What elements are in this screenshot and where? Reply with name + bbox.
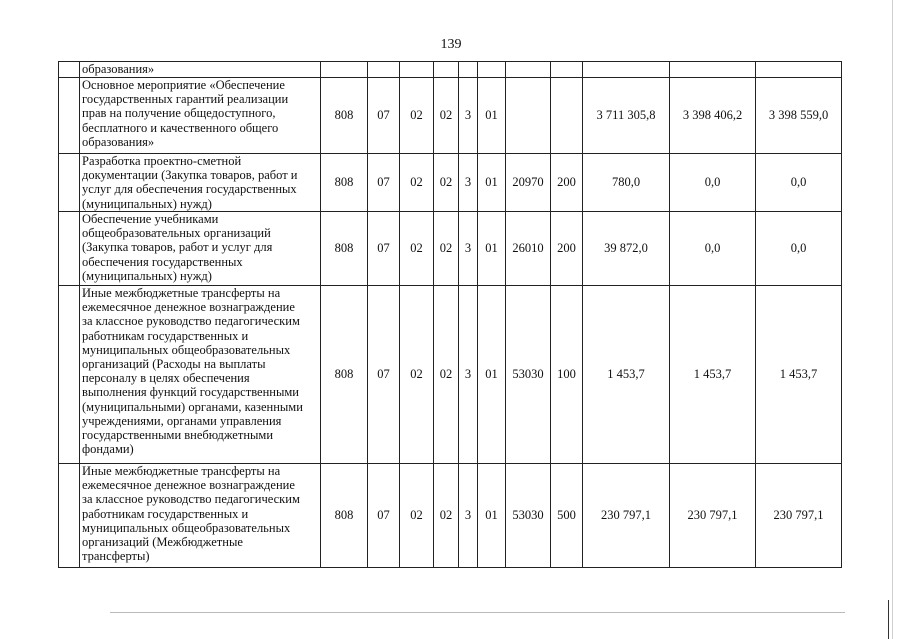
program-cell: 02 (434, 78, 459, 154)
row-number-cell (59, 286, 80, 464)
name-line: фондами) (82, 442, 134, 457)
name-line: работникам государственных и (82, 506, 249, 521)
event-cell: 01 (478, 212, 506, 286)
name-line: прав на получение общедоступного, (82, 106, 276, 121)
name-line: Иные межбюджетные трансферты на (82, 286, 281, 300)
row-number-cell (59, 78, 80, 154)
expense-type-cell: 500 (551, 464, 583, 568)
name-line: Обеспечение учебниками (82, 212, 219, 226)
name-line: учреждениями, органами управления (82, 413, 282, 428)
section-cell: 07 (368, 464, 400, 568)
name-line: (муниципальных) нужд) (82, 196, 212, 211)
table-body (59, 62, 842, 568)
direction-cell: 53030 (506, 464, 551, 568)
amount-3-cell: 0,0 (756, 154, 842, 212)
amount-2-cell: 1 453,7 (670, 286, 756, 464)
name-line: услуг для обеспечения государственных (82, 182, 297, 197)
amount-1-cell: 39 872,0 (583, 212, 670, 286)
budget-table (58, 61, 842, 568)
expense-type-cell (551, 78, 583, 154)
table-row (59, 212, 842, 286)
name-line: (муниципальных) нужд) (82, 268, 212, 283)
program-cell (434, 62, 459, 78)
name-line: ежемесячное денежное вознаграждение (82, 300, 295, 315)
name-line: Разработка проектно-сметной (82, 154, 242, 168)
name-line: (Закупка товаров, работ и услуг для (82, 240, 273, 255)
expense-type-cell: 100 (551, 286, 583, 464)
event-cell (478, 62, 506, 78)
name-line: выполнения функций государственными (82, 385, 299, 400)
name-cell (80, 78, 321, 154)
name-line: образования» (82, 62, 155, 76)
table-row (59, 78, 842, 154)
event-cell: 01 (478, 78, 506, 154)
program-cell: 02 (434, 286, 459, 464)
name-cell (80, 286, 321, 464)
expense-type-cell: 200 (551, 154, 583, 212)
event-cell: 01 (478, 464, 506, 568)
name-line: Иные межбюджетные трансферты на (82, 464, 281, 478)
amount-2-cell: 3 398 406,2 (670, 78, 756, 154)
name-cell (80, 464, 321, 568)
name-line: (муниципальными) органами, казенными (82, 399, 303, 414)
expense-type-cell: 200 (551, 212, 583, 286)
ministry-cell: 808 (321, 154, 368, 212)
subsection-cell: 02 (400, 286, 434, 464)
subsection-cell: 02 (400, 212, 434, 286)
program-cell: 02 (434, 154, 459, 212)
name-line: образования» (82, 134, 155, 149)
name-line: организаций (Расходы на выплаты (82, 357, 266, 372)
name-line: за классное руководство педагогическим (82, 492, 300, 507)
table-row (59, 464, 842, 568)
amount-1-cell: 230 797,1 (583, 464, 670, 568)
direction-cell (506, 78, 551, 154)
name-line: общеобразовательных организаций (82, 226, 271, 241)
table-row (59, 62, 842, 78)
name-cell (80, 154, 321, 212)
ministry-cell (321, 62, 368, 78)
name-cell (80, 212, 321, 286)
ministry-cell: 808 (321, 212, 368, 286)
amount-2-cell: 0,0 (670, 154, 756, 212)
scan-edge (892, 0, 893, 639)
name-line: государственными внебюджетными (82, 428, 274, 443)
amount-1-cell: 3 711 305,8 (583, 78, 670, 154)
program-cell: 02 (434, 212, 459, 286)
ministry-cell: 808 (321, 286, 368, 464)
name-line: муниципальных общеобразовательных (82, 342, 291, 357)
name-line: организаций (Межбюджетные (82, 535, 243, 550)
name-line: государственных гарантий реализации (82, 92, 289, 107)
subprogram-cell: 3 (459, 286, 478, 464)
section-cell: 07 (368, 78, 400, 154)
amount-1-cell: 780,0 (583, 154, 670, 212)
ministry-cell: 808 (321, 78, 368, 154)
name-line: трансферты) (82, 549, 150, 564)
amount-3-cell (756, 62, 842, 78)
direction-cell: 20970 (506, 154, 551, 212)
ministry-cell: 808 (321, 464, 368, 568)
subprogram-cell: 3 (459, 78, 478, 154)
expense-type-cell (551, 62, 583, 78)
scan-edge-mark (888, 600, 889, 639)
event-cell: 01 (478, 154, 506, 212)
program-cell: 02 (434, 464, 459, 568)
table-row (59, 154, 842, 212)
name-cell (80, 62, 321, 78)
amount-2-cell: 0,0 (670, 212, 756, 286)
amount-1-cell (583, 62, 670, 78)
direction-cell: 26010 (506, 212, 551, 286)
amount-3-cell: 230 797,1 (756, 464, 842, 568)
subsection-cell: 02 (400, 154, 434, 212)
amount-3-cell: 0,0 (756, 212, 842, 286)
amount-1-cell: 1 453,7 (583, 286, 670, 464)
amount-3-cell: 1 453,7 (756, 286, 842, 464)
subsection-cell: 02 (400, 78, 434, 154)
subprogram-cell: 3 (459, 464, 478, 568)
subprogram-cell: 3 (459, 212, 478, 286)
amount-2-cell: 230 797,1 (670, 464, 756, 568)
name-line: персоналу в целях обеспечения (82, 371, 250, 386)
section-cell: 07 (368, 286, 400, 464)
name-line: обеспечения государственных (82, 254, 243, 269)
subsection-cell (400, 62, 434, 78)
name-line: документации (Закупка товаров, работ и (82, 168, 298, 183)
row-number-cell (59, 62, 80, 78)
name-line: за классное руководство педагогическим (82, 314, 300, 329)
amount-2-cell (670, 62, 756, 78)
row-number-cell (59, 464, 80, 568)
subsection-cell: 02 (400, 464, 434, 568)
section-cell: 07 (368, 154, 400, 212)
section-cell: 07 (368, 212, 400, 286)
event-cell: 01 (478, 286, 506, 464)
footer-divider (110, 612, 845, 613)
section-cell (368, 62, 400, 78)
name-line: работникам государственных и (82, 328, 249, 343)
name-line: Основное мероприятие «Обеспечение (82, 78, 285, 92)
subprogram-cell (459, 62, 478, 78)
name-line: ежемесячное денежное вознаграждение (82, 478, 295, 493)
table-row (59, 286, 842, 464)
subprogram-cell: 3 (459, 154, 478, 212)
direction-cell: 53030 (506, 286, 551, 464)
name-line: муниципальных общеобразовательных (82, 520, 291, 535)
page-number: 139 (440, 37, 462, 52)
row-number-cell (59, 154, 80, 212)
name-line: бесплатного и качественного общего (82, 120, 279, 135)
direction-cell (506, 62, 551, 78)
row-number-cell (59, 212, 80, 286)
amount-3-cell: 3 398 559,0 (756, 78, 842, 154)
